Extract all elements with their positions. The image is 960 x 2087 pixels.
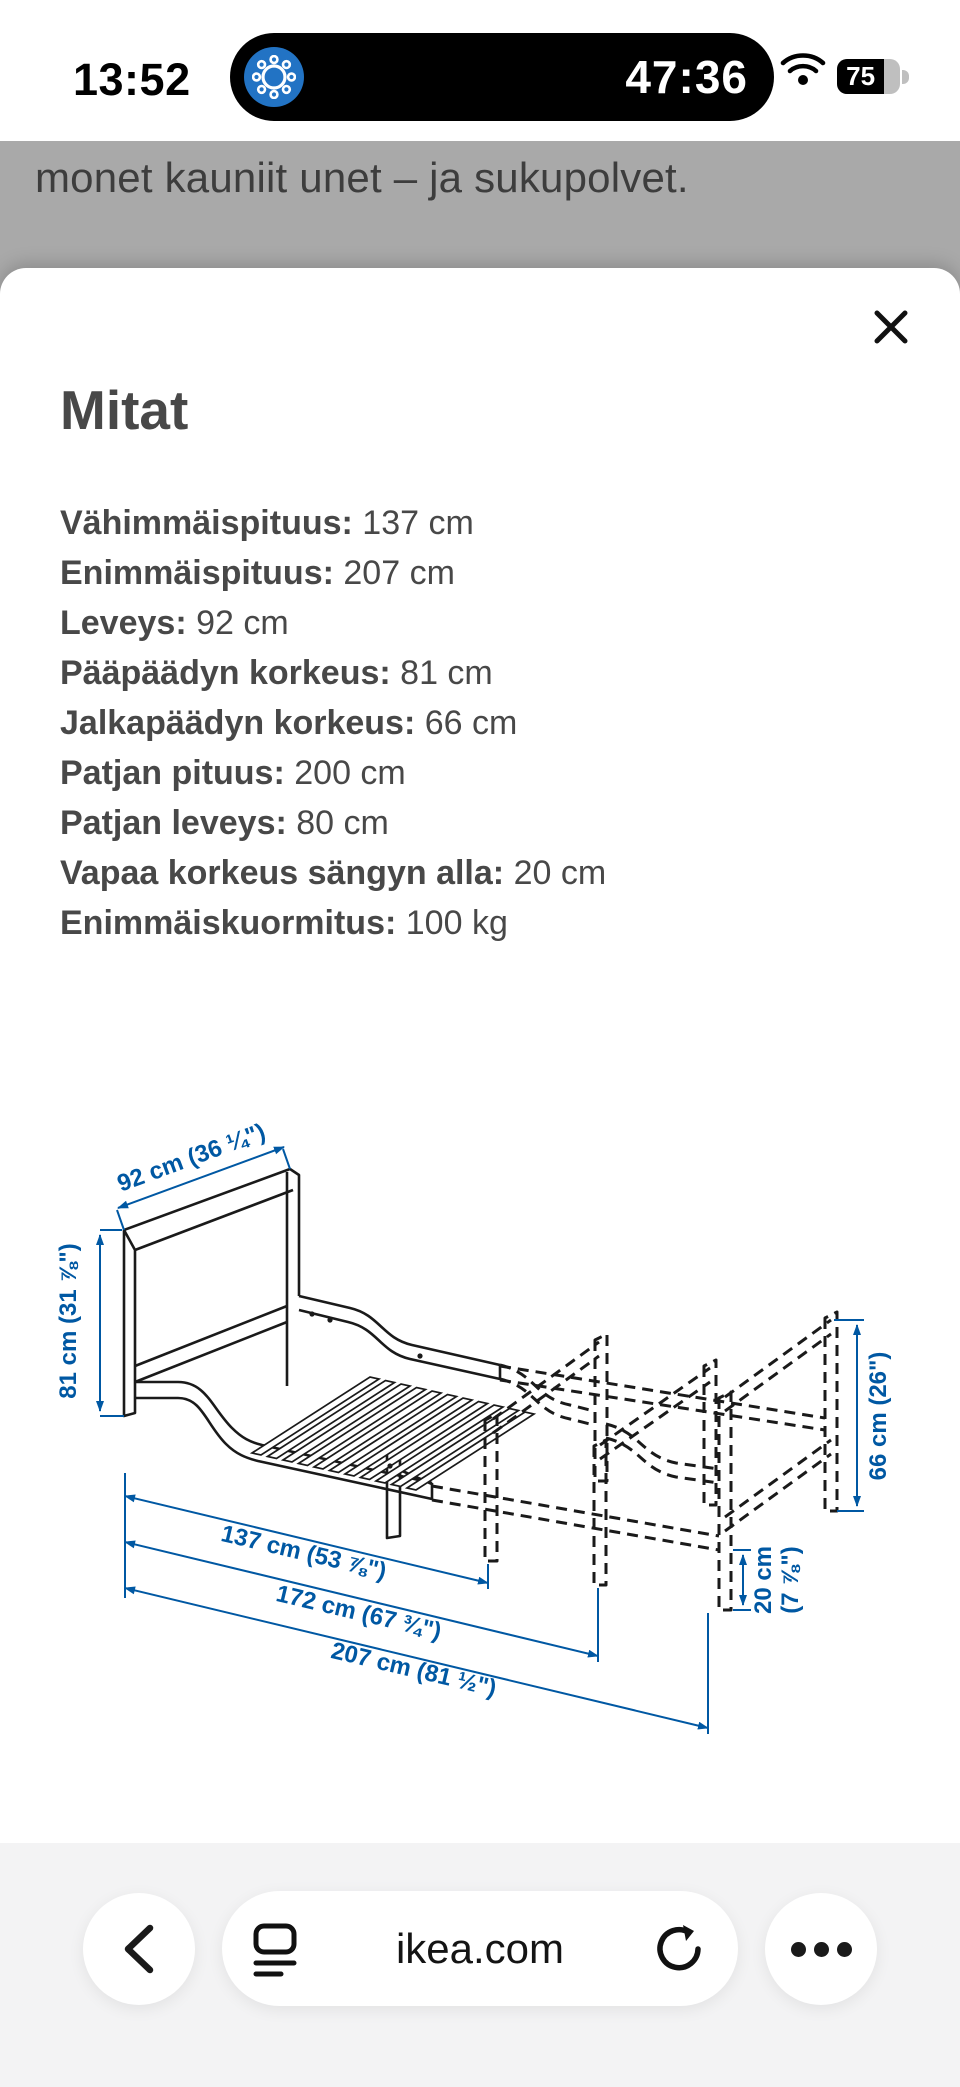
- under-bed-clearance-label: 20 cm: [750, 1545, 777, 1615]
- status-bar: [0, 0, 960, 141]
- dimensions-modal: [0, 268, 960, 2087]
- reload-icon[interactable]: [653, 1921, 709, 1982]
- gear-glyph: [252, 55, 296, 99]
- address-bar[interactable]: [222, 1891, 738, 2006]
- mid-length-label: 172 cm (67 ¾"): [273, 1580, 444, 1646]
- ellipsis-icon: [791, 1942, 852, 1957]
- width-dimension-label: 92 cm (36 ¼"): [113, 1118, 270, 1198]
- list-item: Leveys: 92 cm: [60, 604, 289, 642]
- list-item: Pääpäädyn korkeus: 81 cm: [60, 654, 493, 692]
- timer-countdown: 47:36: [625, 51, 748, 103]
- modal-title: Mitat: [60, 379, 189, 441]
- under-bed-clearance-label-2: (7 ⅞"): [777, 1546, 804, 1614]
- list-item: Enimmäiskuormitus: 100 kg: [60, 904, 508, 942]
- max-length-label: 207 cm (81 ½"): [328, 1637, 499, 1703]
- min-length-label: 137 cm (53 ⅞"): [218, 1520, 389, 1586]
- wifi-icon: [780, 52, 826, 91]
- page-text-fragment: monet kauniit unet – ja sukupolvet.: [35, 154, 689, 201]
- dynamic-island[interactable]: [230, 33, 774, 121]
- headboard-height-label: 81 cm (31 ⅞"): [55, 1243, 82, 1399]
- bed-dimension-drawing: [30, 1068, 930, 1793]
- close-icon: [874, 310, 908, 344]
- timer-app-icon: [244, 47, 304, 107]
- safari-toolbar: [0, 1843, 960, 2087]
- close-button[interactable]: [858, 294, 924, 360]
- chevron-left-icon: [119, 1923, 159, 1975]
- footboard-height-label: 66 cm (26"): [865, 1351, 892, 1481]
- list-item: Vähimmäispituus: 137 cm: [60, 504, 474, 542]
- list-item: Patjan pituus: 200 cm: [60, 754, 406, 792]
- battery-icon: [837, 59, 900, 94]
- more-button[interactable]: [765, 1893, 877, 2005]
- battery-cap: [902, 70, 909, 84]
- list-item: Enimmäispituus: 207 cm: [60, 554, 455, 592]
- list-item: Jalkapäädyn korkeus: 66 cm: [60, 704, 518, 742]
- bed-slats: [252, 1377, 534, 1490]
- back-button[interactable]: [83, 1893, 195, 2005]
- battery-percent: 75: [846, 61, 876, 91]
- clock-time: 13:52: [73, 54, 191, 105]
- list-item: Patjan leveys: 80 cm: [60, 804, 389, 842]
- dimension-list: [60, 498, 900, 948]
- url-text: ikea.com: [395, 1924, 565, 1972]
- list-item: Vapaa korkeus sängyn alla: 20 cm: [60, 854, 607, 892]
- bed-solid-lines: [124, 1169, 500, 1538]
